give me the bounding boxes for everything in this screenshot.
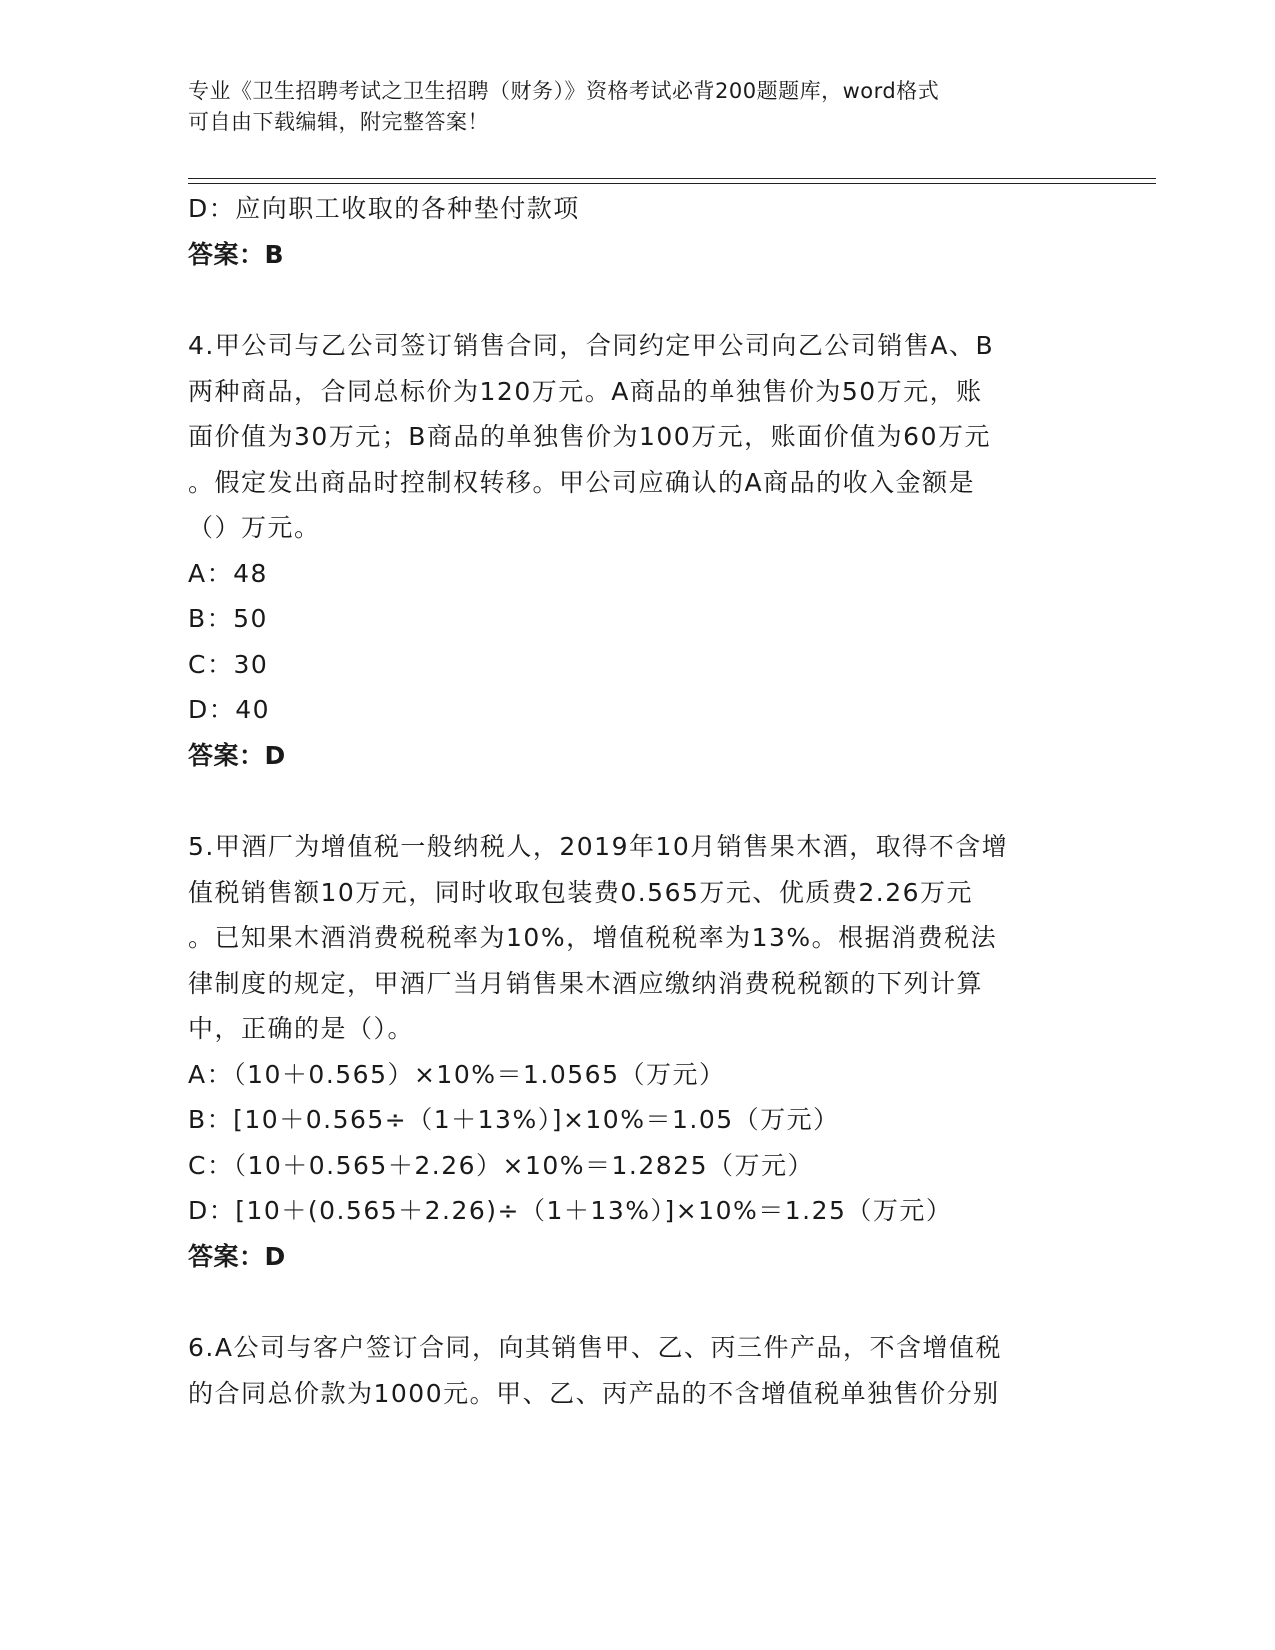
question-text-line: 。假定发出商品时控制权转移。甲公司应确认的A商品的收入金额是 [188, 467, 976, 497]
option-b: B：50 [188, 604, 268, 633]
question-text-line: 。已知果木酒消费税税率为10%，增值税税率为13%。根据消费税法 [188, 923, 998, 952]
page-header [188, 76, 1088, 138]
option-b: B：[10＋0.565÷（1＋13%）]×10%＝1.05（万元） [188, 1105, 840, 1134]
header-divider-top [188, 178, 1156, 179]
question-content [188, 186, 1088, 1416]
header-line-2: 可自由下载编辑，附完整答案！ [188, 110, 489, 134]
option-c: C：（10＋0.565＋2.26）×10%＝1.2825（万元） [188, 1150, 814, 1180]
question-text-line: 5.甲酒厂为增值税一般纳税人，2019年10月销售果木酒，取得不含增 [188, 832, 1009, 861]
question-text-line: 值税销售额10万元，同时收取包装费0.565万元、优质费2.26万元 [188, 877, 974, 907]
answer: 答案：D [188, 740, 286, 770]
header-divider-bottom [188, 183, 1156, 184]
option-a: A：48 [188, 558, 268, 588]
question-text-line: 中，正确的是（）。 [188, 1014, 415, 1043]
question-text-line: 4.甲公司与乙公司签订销售合同，合同约定甲公司向乙公司销售A、B [188, 331, 995, 360]
question-text-line: 6.A公司与客户签订合同，向其销售甲、乙、丙三件产品，不含增值税 [188, 1333, 1002, 1362]
question-4 [188, 323, 1088, 778]
question-text-line: 律制度的规定，甲酒厂当月销售果木酒应缴纳消费税税额的下列计算 [188, 968, 984, 998]
question-3-tail [188, 186, 1088, 277]
option-a: A：（10＋0.565）×10%＝1.0565（万元） [188, 1059, 726, 1089]
answer: 答案：D [188, 1241, 286, 1271]
option-d: D：[10＋(0.565＋2.26)÷（1＋13%）]×10%＝1.25（万元） [188, 1196, 953, 1225]
answer: 答案：B [188, 239, 285, 269]
option-d: D：40 [188, 695, 271, 724]
spacer [188, 778, 1088, 824]
option-c: C：30 [188, 649, 269, 679]
spacer [188, 277, 1088, 323]
question-text-line: 两种商品，合同总标价为120万元。A商品的单独售价为50万元，账 [188, 376, 983, 406]
question-5 [188, 824, 1088, 1279]
spacer [188, 1279, 1088, 1325]
option-d: D：应向职工收取的各种垫付款项 [188, 194, 580, 223]
question-6 [188, 1325, 1088, 1416]
question-text-line: 面价值为30万元；B商品的单独售价为100万元，账面价值为60万元 [188, 422, 991, 451]
question-text-line: （）万元。 [188, 513, 321, 542]
header-line-1: 专业《卫生招聘考试之卫生招聘（财务）》资格考试必背200题题库，word格式 [188, 79, 940, 103]
question-text-line: 的合同总价款为1000元。甲、乙、丙产品的不含增值税单独售价分别 [188, 1378, 1000, 1408]
